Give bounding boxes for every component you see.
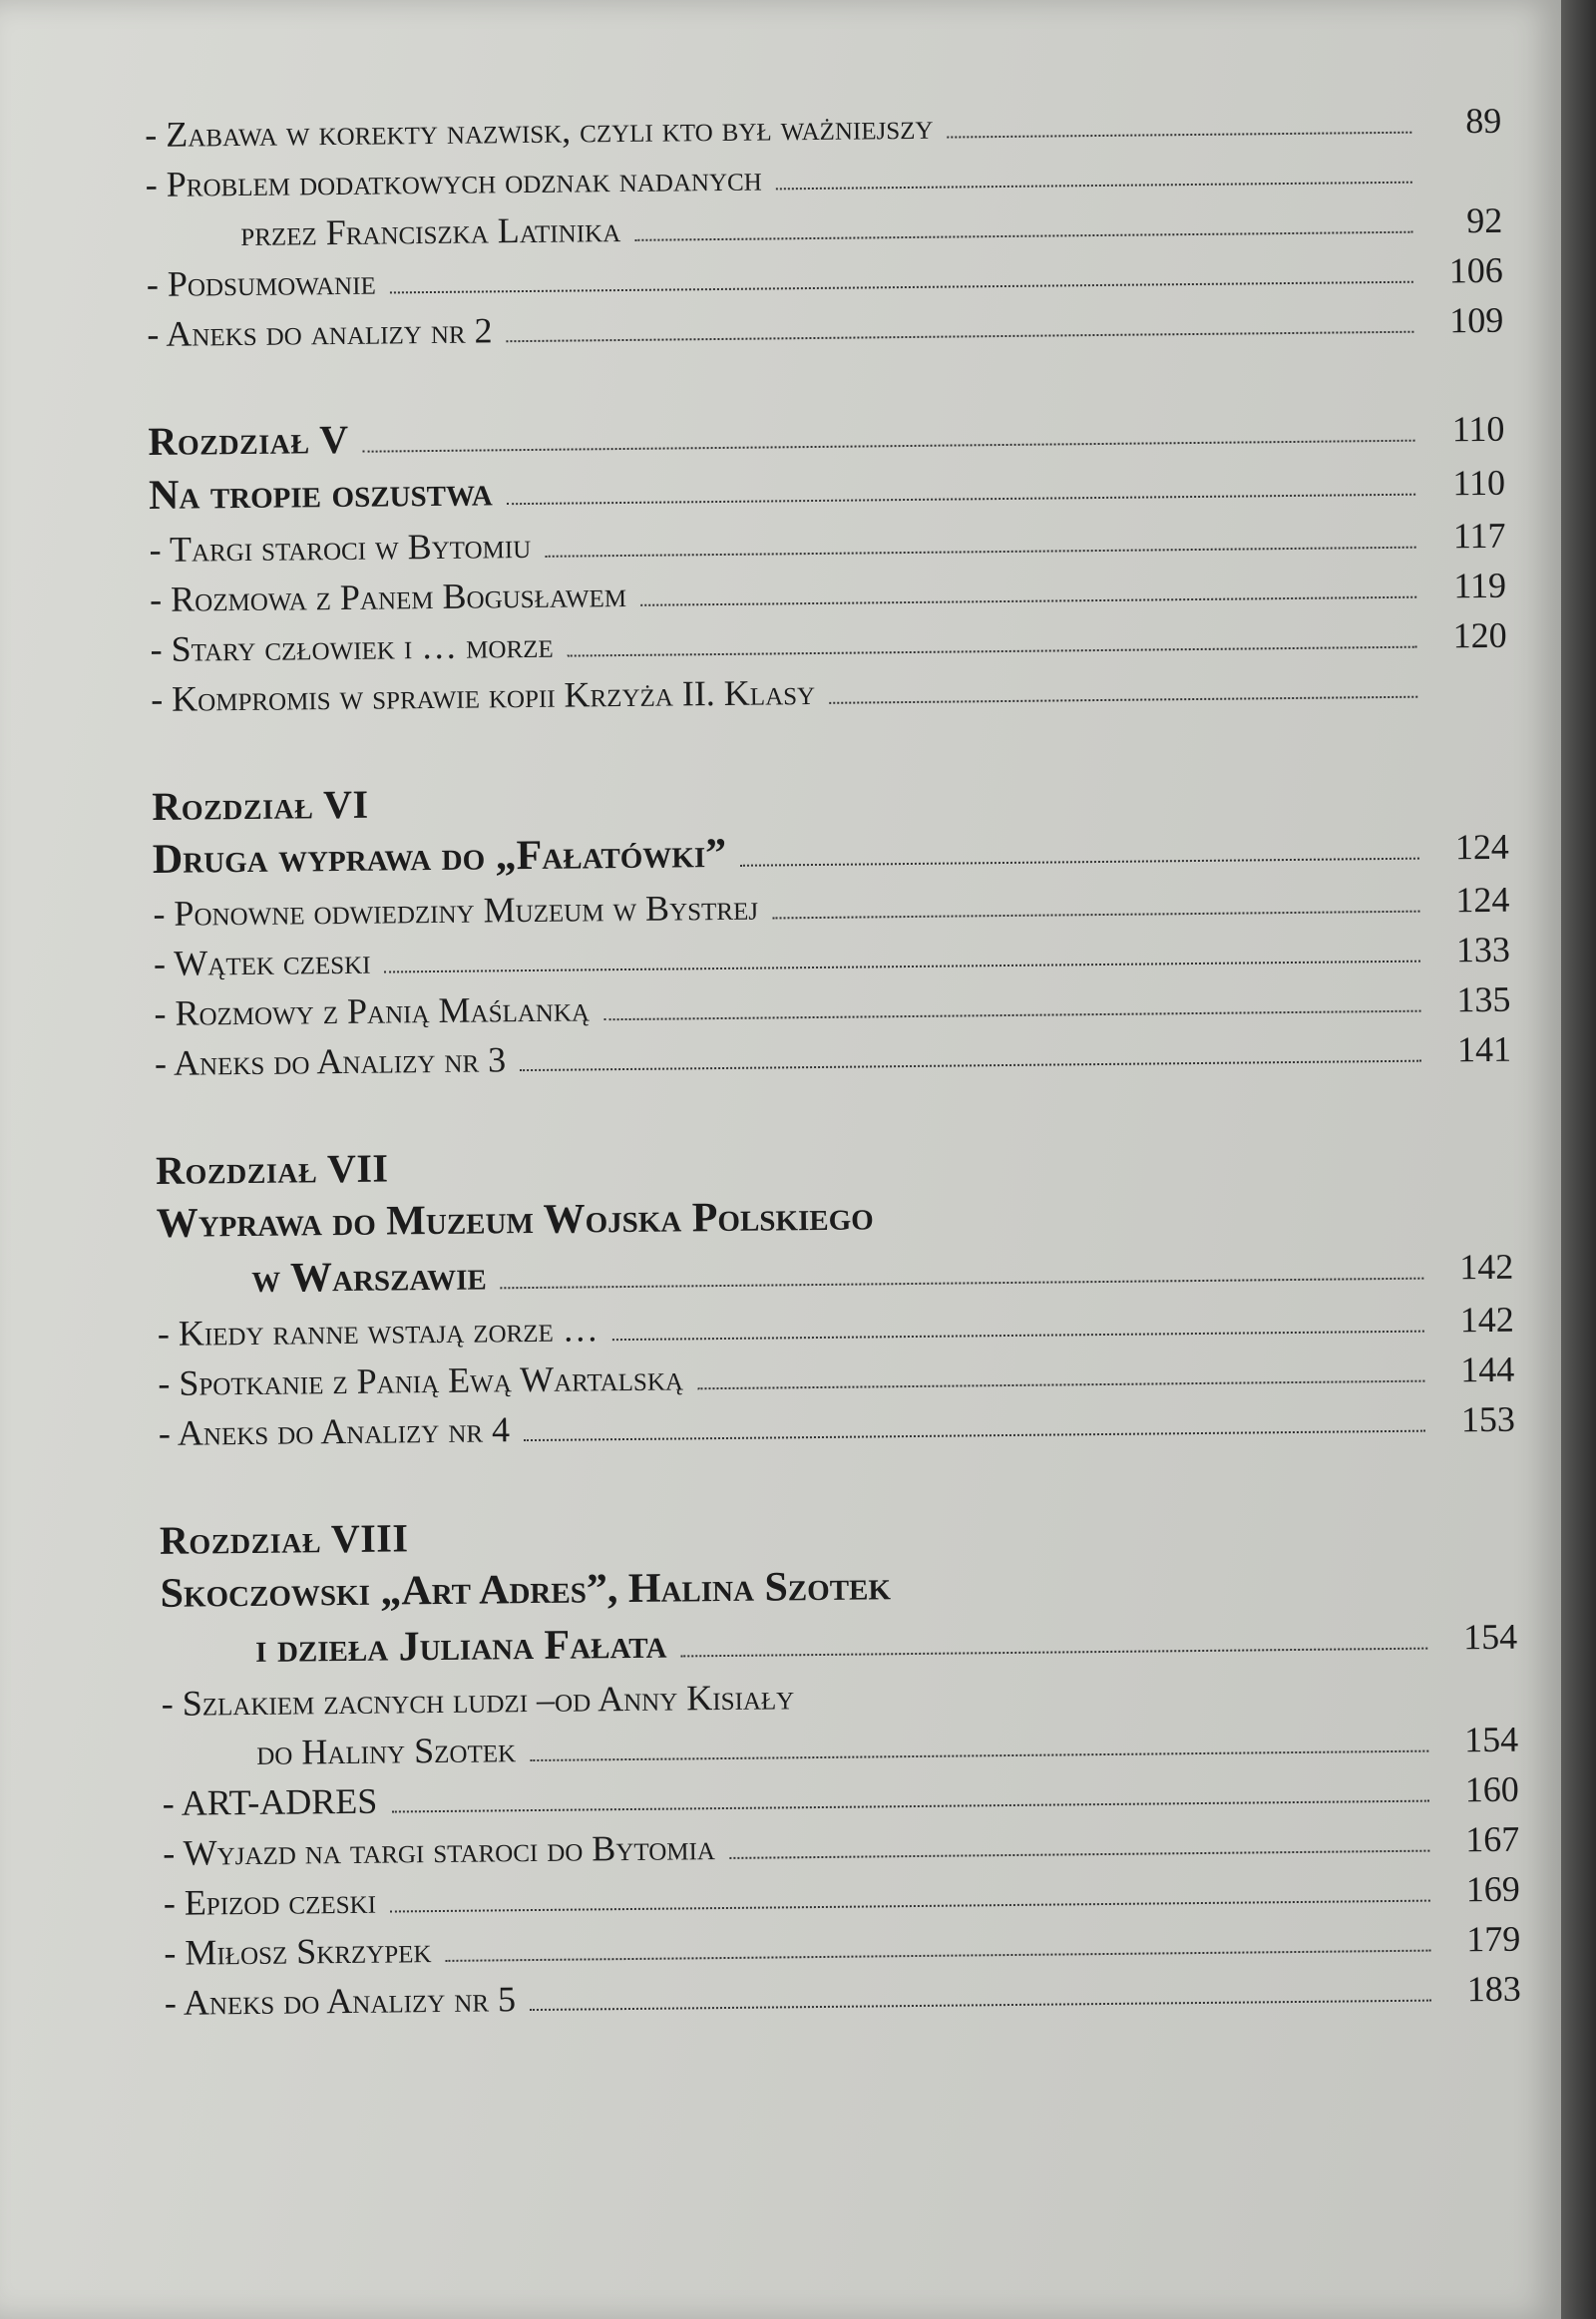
entry-title: - Wyjazd na targi staroci do Bytomia bbox=[163, 1827, 716, 1873]
dot-leader bbox=[740, 858, 1419, 867]
dot-leader bbox=[697, 1380, 1424, 1390]
entry-title: przez Franciszka Latinika bbox=[240, 209, 621, 253]
chapter-title: Na tropie oszustwa bbox=[148, 469, 493, 519]
page-number: 110 bbox=[1452, 462, 1506, 504]
chapter-title: Skoczowski „Art Adres”, Halina Szotek bbox=[160, 1563, 892, 1617]
entry-title: - Epizod czeski bbox=[163, 1880, 377, 1923]
entry-title: - Zabawa w korekty nazwisk, czyli kto był ważniejszy bbox=[145, 106, 934, 155]
page-number: 110 bbox=[1451, 408, 1505, 450]
page-number: 160 bbox=[1464, 1768, 1519, 1810]
page-number: 142 bbox=[1459, 1246, 1514, 1288]
chapter-title: w Warszawie bbox=[251, 1253, 487, 1302]
dot-leader bbox=[507, 494, 1415, 506]
entry-title: - ART-ADRES bbox=[162, 1780, 378, 1823]
chapter-block bbox=[148, 403, 1507, 724]
entry-title: - Szlakiem zacnych ludzi –od Anny Kisiały bbox=[161, 1677, 795, 1724]
entry-title: - Aneks do Analizy nr 5 bbox=[164, 1979, 517, 2023]
entry-title: - Kiedy ranne wstają zorze … bbox=[157, 1309, 598, 1353]
chapter-heading: Rozdział V bbox=[148, 416, 349, 464]
page-number: 153 bbox=[1460, 1398, 1516, 1440]
entry-title: - Stary człowiek i … morze bbox=[150, 624, 554, 669]
page-number bbox=[1422, 183, 1502, 184]
page-number: 144 bbox=[1460, 1349, 1515, 1390]
entry-title: - Rozmowy z Panią Maślanką bbox=[154, 988, 591, 1033]
dot-leader bbox=[385, 961, 1420, 973]
chapter-title: i dzieła Juliana Fałata bbox=[254, 1621, 667, 1672]
page-edge-shadow bbox=[1561, 0, 1596, 2319]
page-number: 124 bbox=[1455, 879, 1510, 921]
page-number: 141 bbox=[1456, 1028, 1512, 1070]
dot-leader bbox=[501, 1278, 1424, 1290]
dot-leader bbox=[681, 1648, 1428, 1658]
chapter-title: Wyprawa do Muzeum Wojska Polskiego bbox=[156, 1193, 874, 1247]
page-number: 154 bbox=[1462, 1616, 1518, 1658]
page-number: 133 bbox=[1455, 929, 1511, 970]
entry-title: - Aneks do Analizy nr 4 bbox=[158, 1409, 511, 1453]
entry-title: - Problem dodatkowych odznak nadanych bbox=[145, 158, 762, 204]
page-number: 119 bbox=[1453, 565, 1507, 606]
page-number: 179 bbox=[1466, 1918, 1521, 1960]
dot-leader bbox=[520, 1060, 1421, 1071]
entry-title: - Rozmowa z Panem Bogusławem bbox=[149, 574, 627, 619]
page-number: 183 bbox=[1466, 1968, 1522, 2010]
chapter-block bbox=[160, 1502, 1521, 2028]
page-number: 135 bbox=[1456, 978, 1511, 1020]
page-number: 109 bbox=[1449, 299, 1504, 341]
dot-leader bbox=[363, 440, 1415, 453]
entry-title: - Spotkanie z Panią Ewą Wartalską bbox=[158, 1357, 684, 1403]
dot-leader bbox=[829, 696, 1417, 704]
dot-leader bbox=[634, 231, 1412, 241]
dot-leader bbox=[948, 132, 1412, 139]
page-number: 106 bbox=[1448, 249, 1503, 291]
entry-title: - Aneks do analizy nr 2 bbox=[147, 310, 493, 354]
dot-leader bbox=[446, 1950, 1431, 1962]
dot-leader bbox=[545, 547, 1415, 558]
dot-leader bbox=[390, 1900, 1430, 1913]
page-number: 167 bbox=[1465, 1818, 1520, 1860]
entry-title: - Aneks do Analizy nr 3 bbox=[154, 1039, 507, 1083]
chapter-heading: Rozdział VI bbox=[152, 781, 369, 829]
page-number: 124 bbox=[1454, 826, 1510, 868]
page-number: 154 bbox=[1463, 1719, 1519, 1760]
dot-leader bbox=[772, 911, 1419, 920]
entry-title: - Ponowne odwiedziny Muzeum w Bystrej bbox=[153, 887, 759, 934]
page-number: 92 bbox=[1466, 199, 1503, 241]
dot-leader bbox=[530, 1750, 1428, 1761]
table-of-contents bbox=[145, 96, 1522, 2086]
entry-title: do Haliny Szotek bbox=[256, 1730, 517, 1772]
dot-leader bbox=[391, 1800, 1428, 1813]
dot-leader bbox=[530, 2000, 1431, 2011]
entry-title: - Miłosz Skrzypek bbox=[164, 1930, 432, 1973]
dot-leader bbox=[603, 1010, 1420, 1021]
entry-title: - Targi staroci w Bytomiu bbox=[149, 525, 532, 570]
dot-leader bbox=[729, 1850, 1429, 1859]
chapter-block bbox=[156, 1132, 1515, 1458]
dot-leader bbox=[640, 596, 1416, 606]
page-number: 89 bbox=[1464, 100, 1502, 142]
page-number: 120 bbox=[1452, 614, 1507, 656]
chapter-heading: Rozdział VIII bbox=[159, 1515, 409, 1563]
chapter-block bbox=[152, 768, 1511, 1088]
entry-title: - Wątek czeski bbox=[153, 941, 371, 983]
entry-title: - Podsumowanie bbox=[146, 261, 376, 304]
chapter-block bbox=[145, 96, 1504, 359]
dot-leader bbox=[776, 182, 1412, 191]
chapter-title: Druga wyprawa do „Fałatówki” bbox=[152, 830, 727, 883]
entry-title: - Kompromis w sprawie kopii Krzyża II. Klasy bbox=[150, 671, 816, 719]
dot-leader bbox=[568, 646, 1417, 657]
dot-leader bbox=[612, 1331, 1424, 1342]
dot-leader bbox=[507, 331, 1414, 343]
page-number: 142 bbox=[1459, 1299, 1514, 1341]
chapter-heading: Rozdział VII bbox=[155, 1145, 389, 1193]
dot-leader bbox=[390, 281, 1413, 294]
dot-leader bbox=[524, 1430, 1425, 1441]
page-number: 169 bbox=[1465, 1868, 1520, 1910]
page-number: 117 bbox=[1452, 515, 1506, 557]
page-number bbox=[1427, 697, 1507, 698]
